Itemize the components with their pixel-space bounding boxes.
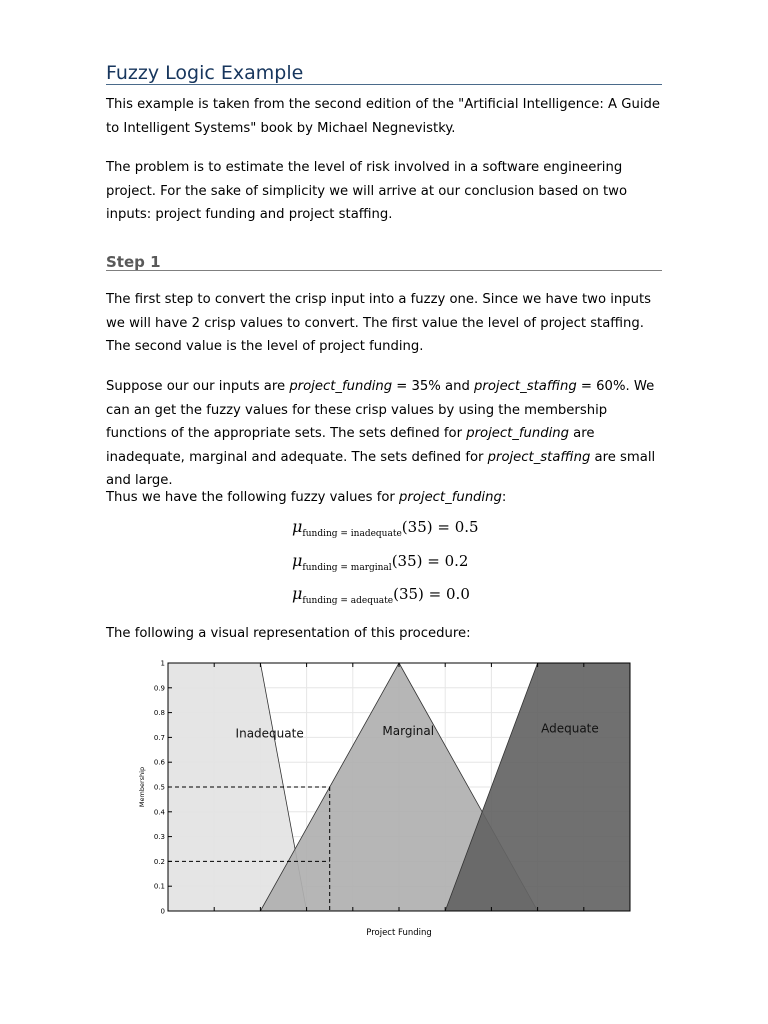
y-axis-label: Membership — [138, 766, 146, 808]
y-tick-label: 0 — [160, 907, 165, 916]
x-axis-label: Project Funding — [366, 928, 432, 938]
y-tick-label: 0.2 — [153, 857, 165, 866]
y-tick-label: 0.1 — [153, 882, 165, 891]
y-tick-label: 0.5 — [153, 783, 165, 792]
membership-chart — [130, 652, 640, 946]
membership-chart-svg — [130, 652, 640, 942]
y-tick-label: 0.7 — [153, 733, 165, 742]
intro-paragraph-2: The problem is to estimate the level of risk involved in a software engineering project. For the sake of simplicity we will arrive at our conclusion based on two inputs: project funding and project staffing. — [106, 160, 628, 222]
step-1-paragraph-3: Thus we have the following fuzzy values for project_funding: — [106, 490, 507, 505]
visual-intro-paragraph: The following a visual representation of this procedure: — [106, 626, 471, 641]
y-tick-label: 0.9 — [153, 684, 165, 693]
step-1-heading — [106, 252, 662, 271]
title-heading — [106, 60, 662, 85]
equation-inadequate: $\mu_{funding = inadequate}(35) = 0.5$ — [292, 517, 479, 539]
title-text: Fuzzy Logic Example — [106, 62, 304, 84]
step-1-heading-text: Step 1 — [106, 253, 161, 271]
equation-adequate: $\mu_{funding = adequate}(35) = 0.0$ — [292, 584, 470, 606]
step-1-paragraph-1: The first step to convert the crisp input into a fuzzy one. Since we have two inputs we will have 2 crisp values to convert. The first value the level of project staffing. The second value is the level of project funding. — [106, 292, 652, 354]
y-tick-label: 0.3 — [153, 833, 165, 842]
set-label-adequate: Adequate — [541, 721, 599, 736]
y-tick-label: 0.4 — [153, 808, 165, 817]
set-label-inadequate: Inadequate — [235, 726, 304, 741]
y-tick-label: 1 — [160, 659, 165, 668]
intro-paragraph-1: This example is taken from the second edition of the "Artificial Intelligence: A Guide to Intelligent Systems" book by Michael Negnevistky. — [106, 97, 660, 136]
y-tick-label: 0.6 — [153, 758, 165, 767]
step-1-paragraph-2: Suppose our our inputs are project_funding = 35% and project_staffing = 60%. We can an get the fuzzy values for these crisp values by using the membership functions of the appropriate sets. The sets defined for project_funding are inadequate, marginal and adequate. The sets defined for project_staffing are small and large. — [106, 379, 656, 488]
set-label-marginal: Marginal — [382, 723, 435, 738]
y-tick-label: 0.8 — [153, 709, 165, 718]
equation-marginal: $\mu_{funding = marginal}(35) = 0.2$ — [292, 551, 469, 573]
